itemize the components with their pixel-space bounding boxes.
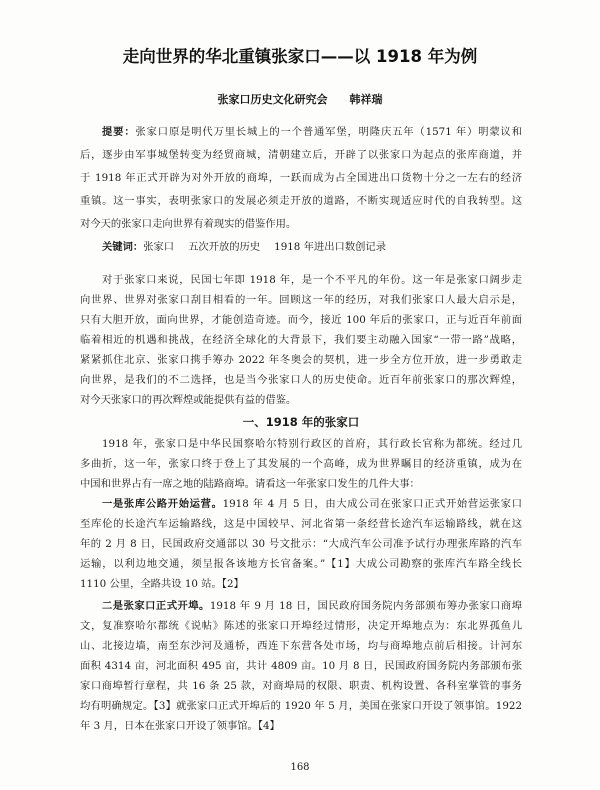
paragraph-line: 多曲折，这一年，张家口终于登上了其发展的一个高峰，成为世界瞩目的经济重镇，成为在 bbox=[80, 458, 522, 470]
keyword: 1918 年进出口数创记录 bbox=[274, 241, 387, 253]
abstract-line bbox=[80, 121, 522, 144]
paragraph-text: 1918 年 4 月 5 日，由大成公司在张家口正式开始营运张家口 bbox=[222, 498, 523, 510]
keywords-line bbox=[80, 236, 522, 259]
abstract-label: 提要： bbox=[102, 126, 136, 138]
section-heading: 一、1918 年的张家口 bbox=[242, 415, 360, 429]
paragraph-text: 1918 年 9 月 18 日，国民政府国务院内务部颁布筹办张家口商埠 bbox=[209, 600, 522, 612]
abstract-line: 于 1918 年正式开辟为对外开放的商埠，一跃而成为占全国进出口货物十分之一左右的经济 bbox=[80, 172, 522, 184]
paragraph-line: 运输，以利边地交通，须呈报各该地方长官备案。”【1】大成公司勘察的张库汽车路全线长 bbox=[80, 558, 522, 570]
article-title: 走向世界的华北重镇张家口——以 1918 年为例 bbox=[122, 47, 478, 66]
paragraph-lead: 二是张家口正式开埠。 bbox=[102, 600, 210, 612]
keywords-label: 关键词： bbox=[102, 241, 144, 253]
author-name: 韩祥瑞 bbox=[349, 93, 383, 106]
paragraph-line: 面积 4314 亩，河北面积 495 亩，共计 4809 亩。10 月 8 日，民国政府国务院内务部颁布张 bbox=[80, 660, 522, 672]
paragraph-line bbox=[80, 596, 522, 616]
abstract-line: 后，逐步由军事城堡转变为经贸商城，清朝建立后，开辟了以张家口为起点的张库商道，并 bbox=[80, 149, 522, 161]
author-affiliation: 张家口历史文化研究会 bbox=[217, 93, 328, 106]
paragraph-line: 紧紧抓住北京、张家口携手筹办 2022 年冬奥会的契机，进一步全方位开放，进一步勇敢走 bbox=[80, 354, 522, 366]
paragraph-line: 临着相近的机遇和挑战，在经济全球化的大背景下，我们要主动融入国家“一带一路”战略， bbox=[80, 334, 522, 346]
paragraph-line: 对今天张家口的再次辉煌或能提供有益的借鉴。 bbox=[80, 394, 297, 406]
paragraph-line bbox=[80, 494, 522, 514]
paragraph-line: 1110 公里，全路共设 10 站。【2】 bbox=[80, 578, 244, 590]
paragraph-line: 向世界，是我们的不二选择，也是当今张家口人的历史使命。近百年前张家口的那次辉煌， bbox=[80, 374, 522, 386]
paragraph-line: 山、北接边墙，南至东沙河及通桥，西连下东营各处市场，均与商埠地点前后相接。计河东 bbox=[80, 640, 522, 652]
author-line bbox=[0, 91, 600, 109]
abstract-text: 张家口原是明代万里长城上的一个普通军堡，明隆庆五年（1571 年）明蒙议和 bbox=[135, 126, 523, 138]
paragraph-line: 文，复准察哈尔都统《说帖》陈述的张家口开埠经过情形，决定开埠地点为：东北界孤鱼儿 bbox=[80, 620, 522, 632]
abstract-line: 对今天的张家口走向世界有着现实的借鉴作用。 bbox=[80, 218, 297, 230]
paragraph-line: 家口商埠暂行章程，共 16 条 25 款，对商埠局的权限、职责、机构设置、各科室掌管的事务 bbox=[80, 680, 522, 692]
paragraph-line: 对于张家口来说，民国七年即 1918 年，是一个不平凡的年份。这一年是张家口阔步走 bbox=[102, 274, 522, 286]
paragraph-line: 1918 年，张家口是中华民国察哈尔特别行政区的首府，其行政长官称为都统。经过几 bbox=[102, 438, 522, 450]
abstract bbox=[80, 121, 522, 259]
page-number: 168 bbox=[290, 762, 310, 773]
paragraph-line: 年的 2 月 8 日，民国政府交通部以 30 号文批示：“大成汽车公司准予试行办理张库路的汽车 bbox=[80, 538, 522, 550]
paragraph-line: 均有明确规定。【3】就张家口正式开埠后的 1920 年 5 月，美国在张家口开设了领事馆。1922 bbox=[80, 700, 522, 712]
paragraph-line: 年 3 月，日本在张家口开设了领事馆。【4】 bbox=[80, 720, 280, 732]
paragraph-lead: 一是张库公路开始运营。 bbox=[102, 498, 223, 510]
keyword: 五次开放的历史 bbox=[188, 241, 261, 253]
article-body bbox=[80, 270, 522, 736]
paragraph-line: 只有大胆开放，面向世界，才能创造奇迹。而今，接近 100 年后的张家口，正与近百年前面 bbox=[80, 314, 522, 326]
keyword: 张家口 bbox=[143, 241, 175, 253]
paragraph-line: 中国和世界占有一席之地的陆路商埠。请看这一年张家口发生的几件大事： bbox=[80, 478, 420, 490]
paragraph-line: 向世界、世界对张家口刮目相看的一年。回顾这一年的经历，对我们张家口人最大启示是， bbox=[80, 294, 522, 306]
paragraph-line: 至库伦的长途汽车运输路线，这是中国较早、河北省第一条经营长途汽车运输路线，就在这 bbox=[80, 518, 522, 530]
abstract-line: 重镇。这一事实，表明张家口的发展必须走开放的道路，不断实现适应时代的自我转型。这 bbox=[80, 195, 522, 207]
